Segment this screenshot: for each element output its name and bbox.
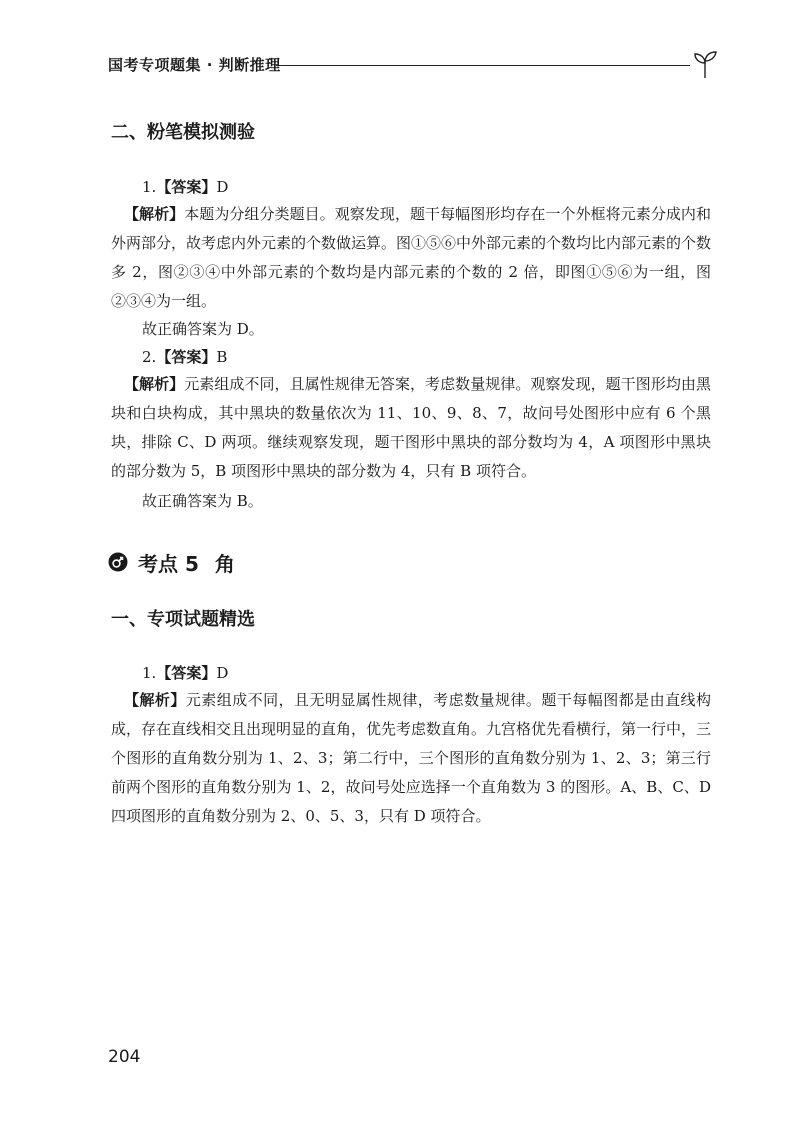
analysis-paragraph <box>111 200 711 316</box>
section-heading-selected-questions: 一、专项试题精选 <box>111 609 255 630</box>
sprout-icon <box>690 50 720 80</box>
analysis-paragraph <box>111 686 711 831</box>
analysis-tag: 【解析】 <box>124 691 186 709</box>
topic-name: 角 <box>214 551 235 576</box>
answer-line <box>142 346 227 367</box>
running-header-title: 国考专项题集 · 判断推理 <box>108 56 281 74</box>
answer-value: B <box>216 348 228 366</box>
running-header <box>108 50 720 80</box>
header-rule <box>276 65 690 66</box>
analysis-paragraph <box>111 370 711 486</box>
topic-label: 考点 5 <box>138 551 199 576</box>
analysis-text: 元素组成不同，且无明显属性规律，考虑数量规律。题干每幅图都是由直线构成，存在直线相交且出现明显的直角，优先考虑数直角。九宫格优先看横行，第一行中，三个图形的直角数分别为 1、2、3；第二行中，三个图形的直角数分别为 1、2、3；第三行前两个图形的直角数分别为 1、2，故问号处应选择一个直角数为 3 的图形。A、B、C、D 四项图形的直角数分别为 2、0、5、3，只有 D 项符合。 <box>111 691 712 825</box>
analysis-tag: 【解析】 <box>124 205 185 223</box>
answer-tag: 【答案】 <box>156 664 217 682</box>
section-heading-mock-test: 二、粉笔模拟测验 <box>111 122 255 143</box>
question-number: 1. <box>142 178 157 196</box>
answer-value: D <box>216 664 229 682</box>
page-number: 204 <box>108 1047 141 1067</box>
conclusion-line: 故正确答案为 D。 <box>142 320 264 338</box>
analysis-text: 本题为分组分类题目。观察发现，题干每幅图形均存在一个外框将元素分成内和外两部分，故考虑内外元素的个数做运算。图①⑤⑥中外部元素的个数均比内部元素的个数多 2，图②③④中外部元素的个数均是内部元素的个数的 2 倍，即图①⑤⑥为一组，图②③④为一组。 <box>111 205 712 310</box>
answer-line <box>142 176 228 197</box>
topic-heading <box>108 549 235 575</box>
answer-tag: 【答案】 <box>156 178 217 196</box>
conclusion-line: 故正确答案为 B。 <box>142 492 263 510</box>
answer-line <box>142 662 228 683</box>
topic-badge-icon <box>108 552 128 572</box>
question-number: 2. <box>142 348 157 366</box>
analysis-text: 元素组成不同，且属性规律无答案，考虑数量规律。观察发现，题干图形均由黑块和白块构成，其中黑块的数量依次为 11、10、9、8、7，故问号处图形中应有 6 个黑块，排除 C、D 两项。继续观察发现，题干图形中黑块的部分数均为 4，A 项图形中黑块的部分数为 5，B 项图形中黑块的部分数为 4，只有 B 项符合。 <box>111 375 711 480</box>
analysis-tag: 【解析】 <box>124 375 185 393</box>
answer-value: D <box>216 178 229 196</box>
question-number: 1. <box>142 664 157 682</box>
answer-tag: 【答案】 <box>156 348 217 366</box>
